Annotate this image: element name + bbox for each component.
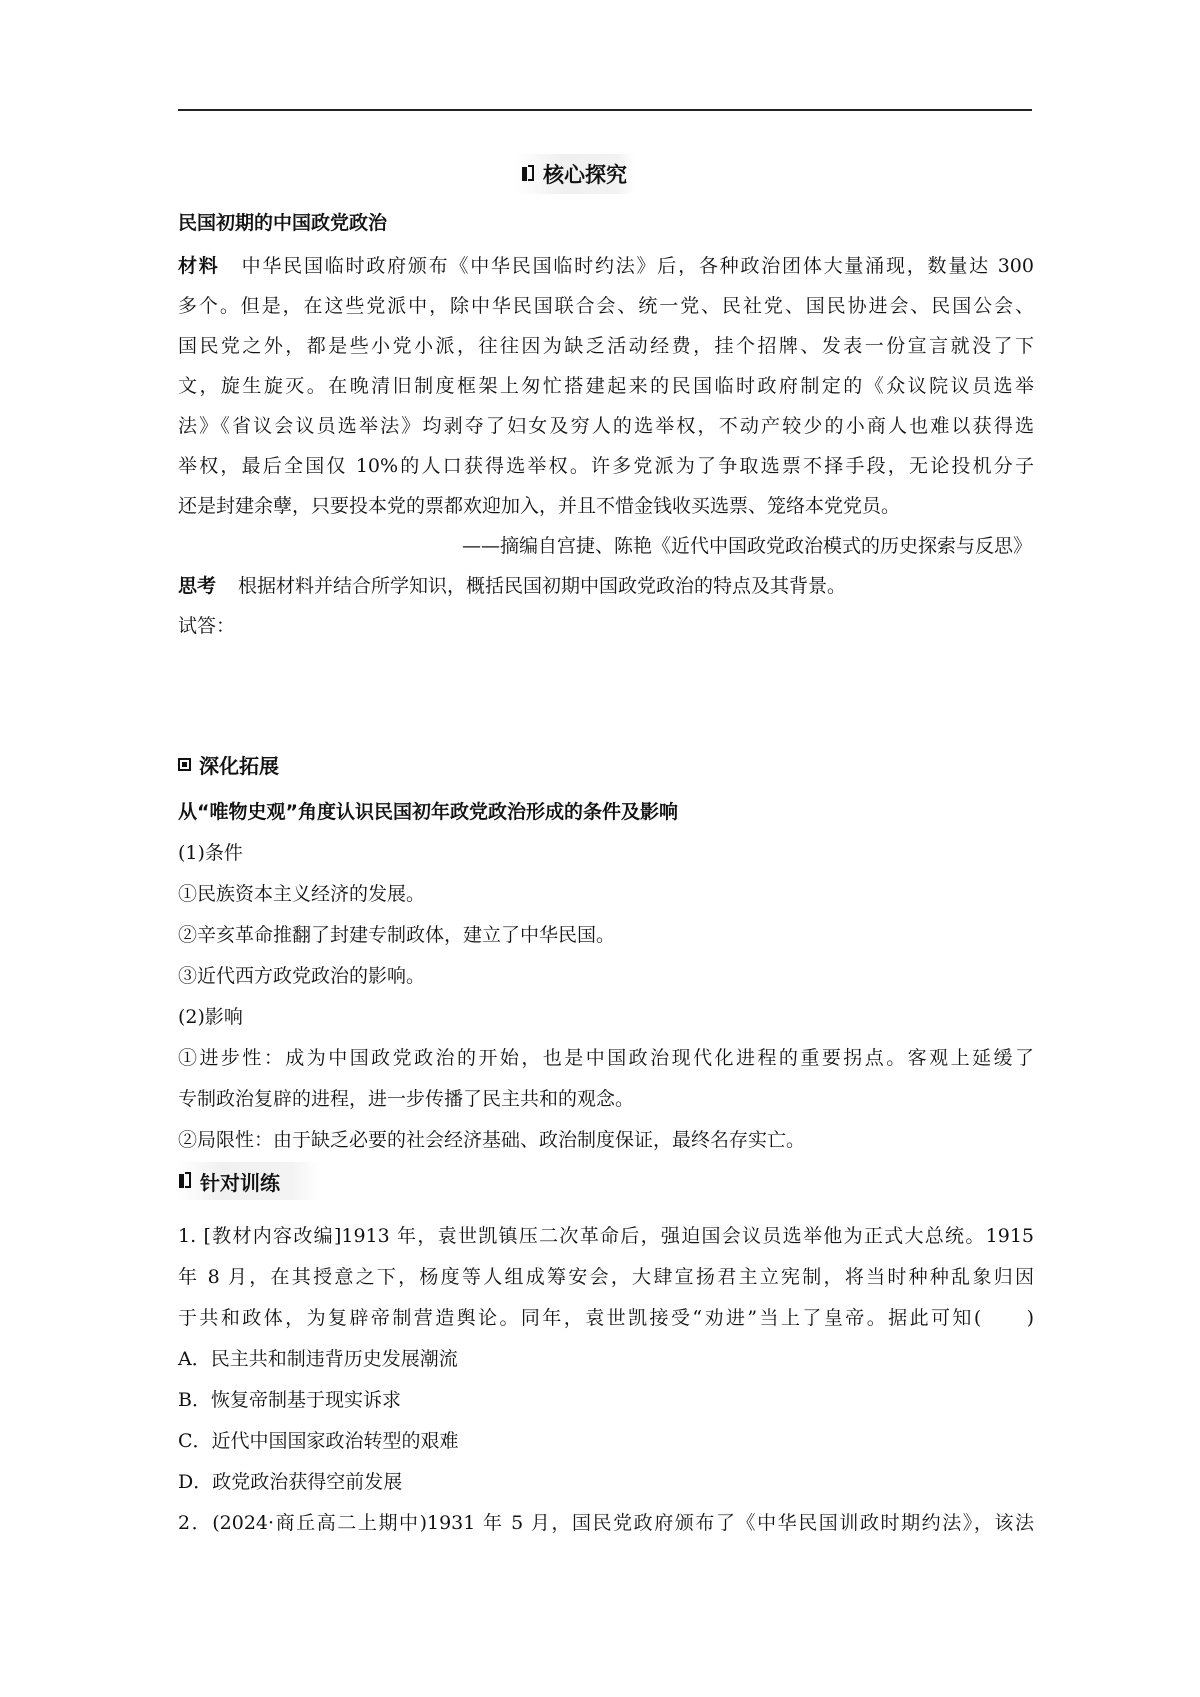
expand-line-2: ①民族资本主义经济的发展。 bbox=[178, 883, 426, 905]
material-line-5: 法》《省议会议员选举法》均剥夺了妇女及穷人的选举权，不动产较少的小商人也难以获得选 bbox=[178, 415, 1034, 437]
square-icon bbox=[178, 758, 191, 771]
expand-heading-text: 深化拓展 bbox=[199, 753, 279, 778]
core-topic: 民国初期的中国政党政治 bbox=[178, 212, 388, 234]
expand-line-1: (1)条件 bbox=[178, 842, 243, 864]
expand-line-4: ③近代西方政党政治的影响。 bbox=[178, 965, 426, 987]
core-inquiry-heading bbox=[515, 154, 635, 194]
expand-line-7: 专制政治复辟的进程，进一步传播了民主共和的观念。 bbox=[178, 1088, 635, 1110]
expand-title: 从“唯物史观”角度认识民国初年政党政治形成的条件及影响 bbox=[178, 801, 678, 823]
core-inquiry-heading-text: 核心探究 bbox=[543, 163, 627, 187]
material-line-3: 国民党之外，都是些小党小派，往往因为缺乏活动经费，挂个招牌、发表一份宣言就没了下 bbox=[178, 335, 1034, 357]
material-text-1: 中华民国临时政府颁布《中华民国临时约法》后，各种政治团体大量涌现，数量达 300 bbox=[241, 255, 1034, 277]
header-rule bbox=[178, 109, 1032, 111]
material-line-7: 还是封建余孽，只要投本党的票都欢迎加入，并且不惜金钱收买选票、笼络本党党员。 bbox=[178, 495, 901, 517]
q1-line-1: 1. [教材内容改编]1913 年，袁世凯镇压二次革命后，强迫国会议员选举他为正式大总统。1915 bbox=[178, 1225, 1034, 1247]
expand-line-5: (2)影响 bbox=[178, 1006, 243, 1028]
answer-label: 试答： bbox=[178, 615, 236, 637]
expand-line-6: ①进步性：成为中国政党政治的开始，也是中国政治现代化进程的重要拐点。客观上延缓了 bbox=[178, 1047, 1034, 1069]
material-line-6: 举权，最后全国仅 10%的人口获得选举权。许多党派为了争取选票不择手段，无论投机分子 bbox=[178, 455, 1034, 477]
material-label: 材料 bbox=[178, 255, 220, 277]
q1-option-c: C．近代中国国家政治转型的艰难 bbox=[178, 1430, 459, 1452]
material-line-4: 文，旋生旋灭。在晚清旧制度框架上匆忙搭建起来的民国临时政府制定的《众议院议员选举 bbox=[178, 375, 1034, 397]
q1-option-a: A．民主共和制违背历史发展潮流 bbox=[178, 1348, 458, 1370]
material-source: ——摘编自宫捷、陈艳《近代中国政党政治模式的历史探索与反思》 bbox=[461, 535, 1032, 557]
think-label: 思考 bbox=[178, 575, 217, 597]
material-line-2: 多个。但是，在这些党派中，除中华民国联合会、统一党、民社党、国民协进会、民国公会、 bbox=[178, 295, 1034, 317]
training-heading-text: 针对训练 bbox=[200, 1170, 280, 1195]
book-icon bbox=[521, 165, 537, 183]
book-icon bbox=[178, 1172, 194, 1190]
think-line bbox=[178, 571, 1034, 601]
expand-heading bbox=[178, 748, 279, 780]
q2-line-1: 2．(2024·商丘高二上期中)1931 年 5 月，国民党政府颁布了《中华民国训政时期约法》，该法 bbox=[178, 1512, 1034, 1534]
q1-line-3: 于共和政体，为复辟帝制营造舆论。同年，袁世凯接受“劝进”当上了皇帝。据此可知( ) bbox=[178, 1307, 1034, 1329]
training-heading bbox=[178, 1162, 320, 1200]
think-text: 根据材料并结合所学知识，概括民国初期中国政党政治的特点及其背景。 bbox=[238, 575, 847, 597]
expand-line-8: ②局限性：由于缺乏必要的社会经济基础、政治制度保证，最终名存实亡。 bbox=[178, 1129, 806, 1151]
material-line-1 bbox=[178, 251, 1034, 281]
q1-line-2: 年 8 月，在其授意之下，杨度等人组成筹安会，大肆宣扬君主立宪制，将当时种种乱象归因 bbox=[178, 1266, 1034, 1288]
q1-option-b: B．恢复帝制基于现实诉求 bbox=[178, 1389, 401, 1411]
expand-line-3: ②辛亥革命推翻了封建专制政体，建立了中华民国。 bbox=[178, 924, 616, 946]
q1-option-d: D．政党政治获得空前发展 bbox=[178, 1471, 403, 1493]
